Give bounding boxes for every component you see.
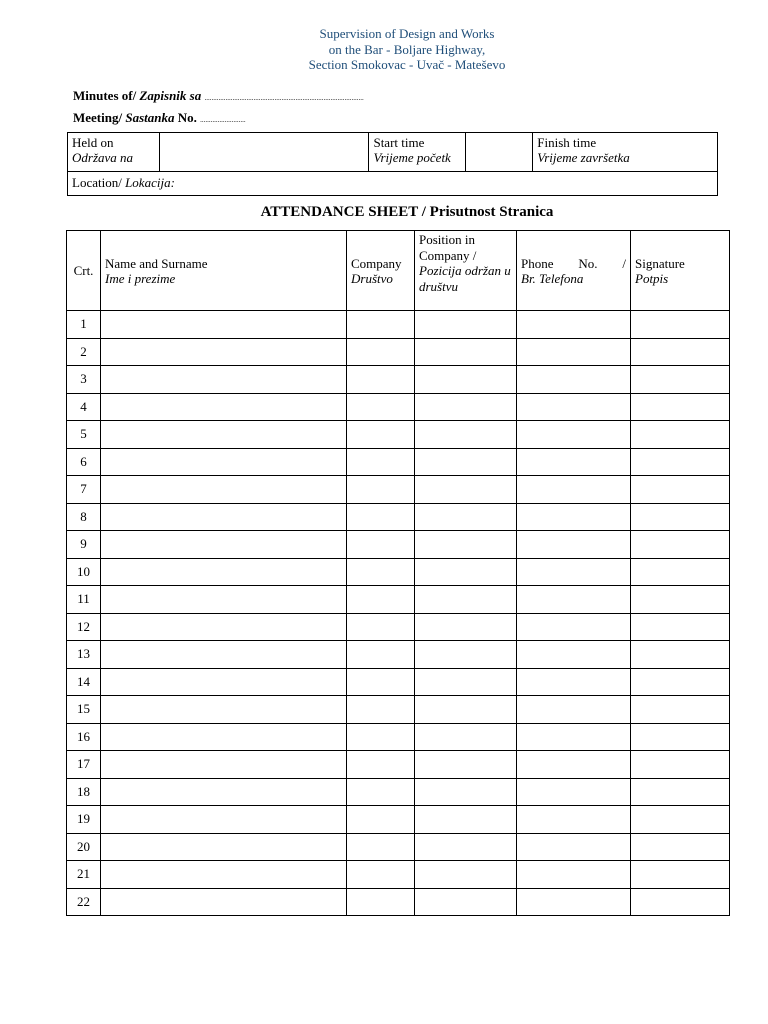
name-cell[interactable] (101, 833, 347, 861)
phone-cell[interactable] (517, 558, 631, 586)
company-cell[interactable] (347, 338, 415, 366)
table-row (67, 393, 730, 421)
name-cell[interactable] (101, 503, 347, 531)
signature-cell[interactable] (631, 393, 730, 421)
position-cell[interactable] (415, 311, 517, 339)
company-cell[interactable] (347, 696, 415, 724)
header-company (347, 231, 415, 311)
table-row (67, 338, 730, 366)
row-number: 8 (67, 503, 101, 531)
signature-cell[interactable] (631, 366, 730, 394)
position-cell[interactable] (415, 366, 517, 394)
meeting-label-local: Sastanka (125, 110, 175, 125)
phone-cell[interactable] (517, 503, 631, 531)
row-number: 5 (67, 421, 101, 449)
company-cell[interactable] (347, 476, 415, 504)
name-cell[interactable] (101, 668, 347, 696)
signature-cell[interactable] (631, 778, 730, 806)
attendance-rows (67, 311, 730, 916)
finish-time-cell[interactable] (533, 133, 718, 172)
meeting-number-label: No. (177, 110, 197, 125)
company-cell[interactable] (347, 751, 415, 779)
name-cell[interactable] (101, 311, 347, 339)
phone-cell[interactable] (517, 833, 631, 861)
table-row (67, 696, 730, 724)
table-row (67, 366, 730, 394)
start-time-label-local: Vrijeme početk (373, 150, 451, 165)
header-signature-label-local: Potpis (635, 270, 669, 286)
phone-cell[interactable] (517, 393, 631, 421)
header-phone-no: No. (578, 255, 598, 271)
row-number: 10 (67, 558, 101, 586)
company-cell[interactable] (347, 366, 415, 394)
header-phone-label-local: Br. Telefona (521, 270, 584, 286)
position-cell[interactable] (415, 338, 517, 366)
signature-cell[interactable] (631, 696, 730, 724)
table-row (67, 668, 730, 696)
minutes-field (73, 88, 364, 104)
name-cell[interactable] (101, 366, 347, 394)
meeting-field (73, 110, 246, 126)
name-cell[interactable] (101, 778, 347, 806)
phone-cell[interactable] (517, 311, 631, 339)
signature-cell[interactable] (631, 668, 730, 696)
phone-cell[interactable] (517, 888, 631, 916)
row-number: 3 (67, 366, 101, 394)
held-on-value-cell[interactable] (159, 133, 369, 172)
company-cell[interactable] (347, 586, 415, 614)
row-number: 11 (67, 586, 101, 614)
meeting-fill-line[interactable]: .......................... (200, 116, 246, 124)
name-cell[interactable] (101, 586, 347, 614)
phone-cell[interactable] (517, 586, 631, 614)
position-cell[interactable] (415, 448, 517, 476)
row-number: 18 (67, 778, 101, 806)
phone-cell[interactable] (517, 366, 631, 394)
row-number: 17 (67, 751, 101, 779)
header-signature-label: Signature (635, 255, 685, 271)
table-row (67, 311, 730, 339)
signature-cell[interactable] (631, 613, 730, 641)
company-cell[interactable] (347, 833, 415, 861)
table-row (67, 448, 730, 476)
position-cell[interactable] (415, 613, 517, 641)
phone-cell[interactable] (517, 696, 631, 724)
row-number: 7 (67, 476, 101, 504)
phone-cell[interactable] (517, 338, 631, 366)
name-cell[interactable] (101, 888, 347, 916)
phone-cell[interactable] (517, 531, 631, 559)
minutes-fill-line[interactable]: ........................................................................................... (204, 94, 364, 102)
name-cell[interactable] (101, 751, 347, 779)
header-position-label-local: Pozicija održan u društvu (419, 263, 511, 294)
name-cell[interactable] (101, 531, 347, 559)
phone-cell[interactable] (517, 778, 631, 806)
row-number: 2 (67, 338, 101, 366)
row-number: 9 (67, 531, 101, 559)
company-cell[interactable] (347, 641, 415, 669)
name-cell[interactable] (101, 613, 347, 641)
company-cell[interactable] (347, 311, 415, 339)
location-label-local: Lokacija: (125, 175, 175, 190)
name-cell[interactable] (101, 861, 347, 889)
header-name-label-local: Ime i prezime (105, 270, 176, 286)
phone-cell[interactable] (517, 751, 631, 779)
header-name-label: Name and Surname (105, 255, 208, 271)
company-cell[interactable] (347, 778, 415, 806)
attendance-header-row (67, 231, 730, 311)
document-header (0, 26, 768, 73)
row-number: 6 (67, 448, 101, 476)
meeting-info-table (67, 132, 718, 196)
row-number: 15 (67, 696, 101, 724)
table-row (67, 861, 730, 889)
signature-cell[interactable] (631, 861, 730, 889)
table-row (67, 641, 730, 669)
signature-cell[interactable] (631, 586, 730, 614)
header-company-label-local: Društvo (351, 270, 393, 286)
position-cell[interactable] (415, 723, 517, 751)
row-number: 12 (67, 613, 101, 641)
row-number: 1 (67, 311, 101, 339)
name-cell[interactable] (101, 641, 347, 669)
company-cell[interactable] (347, 393, 415, 421)
position-cell[interactable] (415, 531, 517, 559)
company-cell[interactable] (347, 503, 415, 531)
name-cell[interactable] (101, 696, 347, 724)
signature-cell[interactable] (631, 503, 730, 531)
signature-cell[interactable] (631, 641, 730, 669)
position-cell[interactable] (415, 503, 517, 531)
finish-time-label: Finish time (537, 135, 597, 150)
signature-cell[interactable] (631, 448, 730, 476)
header-line-2: on the Bar - Boljare Highway, (328, 41, 486, 57)
table-row (67, 503, 730, 531)
phone-cell[interactable] (517, 613, 631, 641)
sheet-title: ATTENDANCE SHEET / Prisutnost Stranica (260, 204, 554, 220)
header-name (101, 231, 347, 311)
table-row (67, 751, 730, 779)
minutes-label-local: Zapisnik sa (139, 88, 202, 103)
position-cell[interactable] (415, 861, 517, 889)
row-number: 19 (67, 806, 101, 834)
position-cell[interactable] (415, 833, 517, 861)
table-row (67, 613, 730, 641)
held-on-cell (68, 133, 160, 172)
position-cell[interactable] (415, 806, 517, 834)
row-number: 20 (67, 833, 101, 861)
header-crt: Crt. (67, 231, 101, 311)
phone-cell[interactable] (517, 641, 631, 669)
row-number: 16 (67, 723, 101, 751)
header-phone-line (521, 256, 626, 271)
table-row (67, 586, 730, 614)
company-cell[interactable] (347, 723, 415, 751)
meeting-label: Meeting/ (73, 110, 123, 125)
signature-cell[interactable] (631, 311, 730, 339)
signature-cell[interactable] (631, 888, 730, 916)
name-cell[interactable] (101, 476, 347, 504)
position-cell[interactable] (415, 421, 517, 449)
position-cell[interactable] (415, 778, 517, 806)
position-cell[interactable] (415, 558, 517, 586)
name-cell[interactable] (101, 448, 347, 476)
name-cell[interactable] (101, 421, 347, 449)
table-row (67, 723, 730, 751)
row-number: 14 (67, 668, 101, 696)
table-row (67, 558, 730, 586)
header-position (415, 231, 517, 311)
location-cell[interactable] (68, 172, 718, 196)
held-on-label: Held on (72, 135, 114, 150)
row-number: 13 (67, 641, 101, 669)
signature-cell[interactable] (631, 723, 730, 751)
company-cell[interactable] (347, 888, 415, 916)
finish-time-label-local: Vrijeme završetka (537, 150, 630, 165)
header-phone-slash: / (622, 255, 626, 271)
position-cell[interactable] (415, 641, 517, 669)
held-on-label-local: Održava na (72, 150, 134, 165)
signature-cell[interactable] (631, 421, 730, 449)
signature-cell[interactable] (631, 338, 730, 366)
company-cell[interactable] (347, 806, 415, 834)
header-line-3: Section Smokovac - Uvač - Mateševo (308, 57, 506, 72)
header-position-label: Position in Company / (419, 232, 477, 263)
name-cell[interactable] (101, 393, 347, 421)
start-time-cell (369, 133, 466, 172)
company-cell[interactable] (347, 531, 415, 559)
table-row (67, 888, 730, 916)
location-label: Location/ (72, 175, 122, 190)
header-signature (631, 231, 730, 311)
position-cell[interactable] (415, 393, 517, 421)
company-cell[interactable] (347, 861, 415, 889)
phone-cell[interactable] (517, 861, 631, 889)
row-number: 21 (67, 861, 101, 889)
phone-cell[interactable] (517, 806, 631, 834)
table-row (67, 531, 730, 559)
position-cell[interactable] (415, 586, 517, 614)
header-line-1: Supervision of Design and Works (319, 26, 495, 41)
phone-cell[interactable] (517, 668, 631, 696)
signature-cell[interactable] (631, 558, 730, 586)
table-row (67, 806, 730, 834)
table-row (67, 833, 730, 861)
company-cell[interactable] (347, 421, 415, 449)
phone-cell[interactable] (517, 476, 631, 504)
name-cell[interactable] (101, 806, 347, 834)
signature-cell[interactable] (631, 751, 730, 779)
table-row (67, 476, 730, 504)
company-cell[interactable] (347, 668, 415, 696)
start-time-value-cell[interactable] (466, 133, 533, 172)
position-cell[interactable] (415, 888, 517, 916)
signature-cell[interactable] (631, 806, 730, 834)
position-cell[interactable] (415, 668, 517, 696)
phone-cell[interactable] (517, 723, 631, 751)
start-time-label: Start time (373, 135, 425, 150)
header-phone (517, 231, 631, 311)
signature-cell[interactable] (631, 531, 730, 559)
company-cell[interactable] (347, 613, 415, 641)
header-phone-word: Phone (521, 255, 554, 271)
row-number: 22 (67, 888, 101, 916)
row-number: 4 (67, 393, 101, 421)
position-cell[interactable] (415, 751, 517, 779)
name-cell[interactable] (101, 338, 347, 366)
company-cell[interactable] (347, 448, 415, 476)
position-cell[interactable] (415, 476, 517, 504)
attendance-table (66, 230, 730, 916)
position-cell[interactable] (415, 696, 517, 724)
name-cell[interactable] (101, 723, 347, 751)
phone-cell[interactable] (517, 448, 631, 476)
signature-cell[interactable] (631, 476, 730, 504)
signature-cell[interactable] (631, 833, 730, 861)
table-row (67, 778, 730, 806)
minutes-label: Minutes of/ (73, 88, 137, 103)
name-cell[interactable] (101, 558, 347, 586)
company-cell[interactable] (347, 558, 415, 586)
phone-cell[interactable] (517, 421, 631, 449)
table-row (67, 421, 730, 449)
header-company-label: Company (351, 255, 402, 271)
